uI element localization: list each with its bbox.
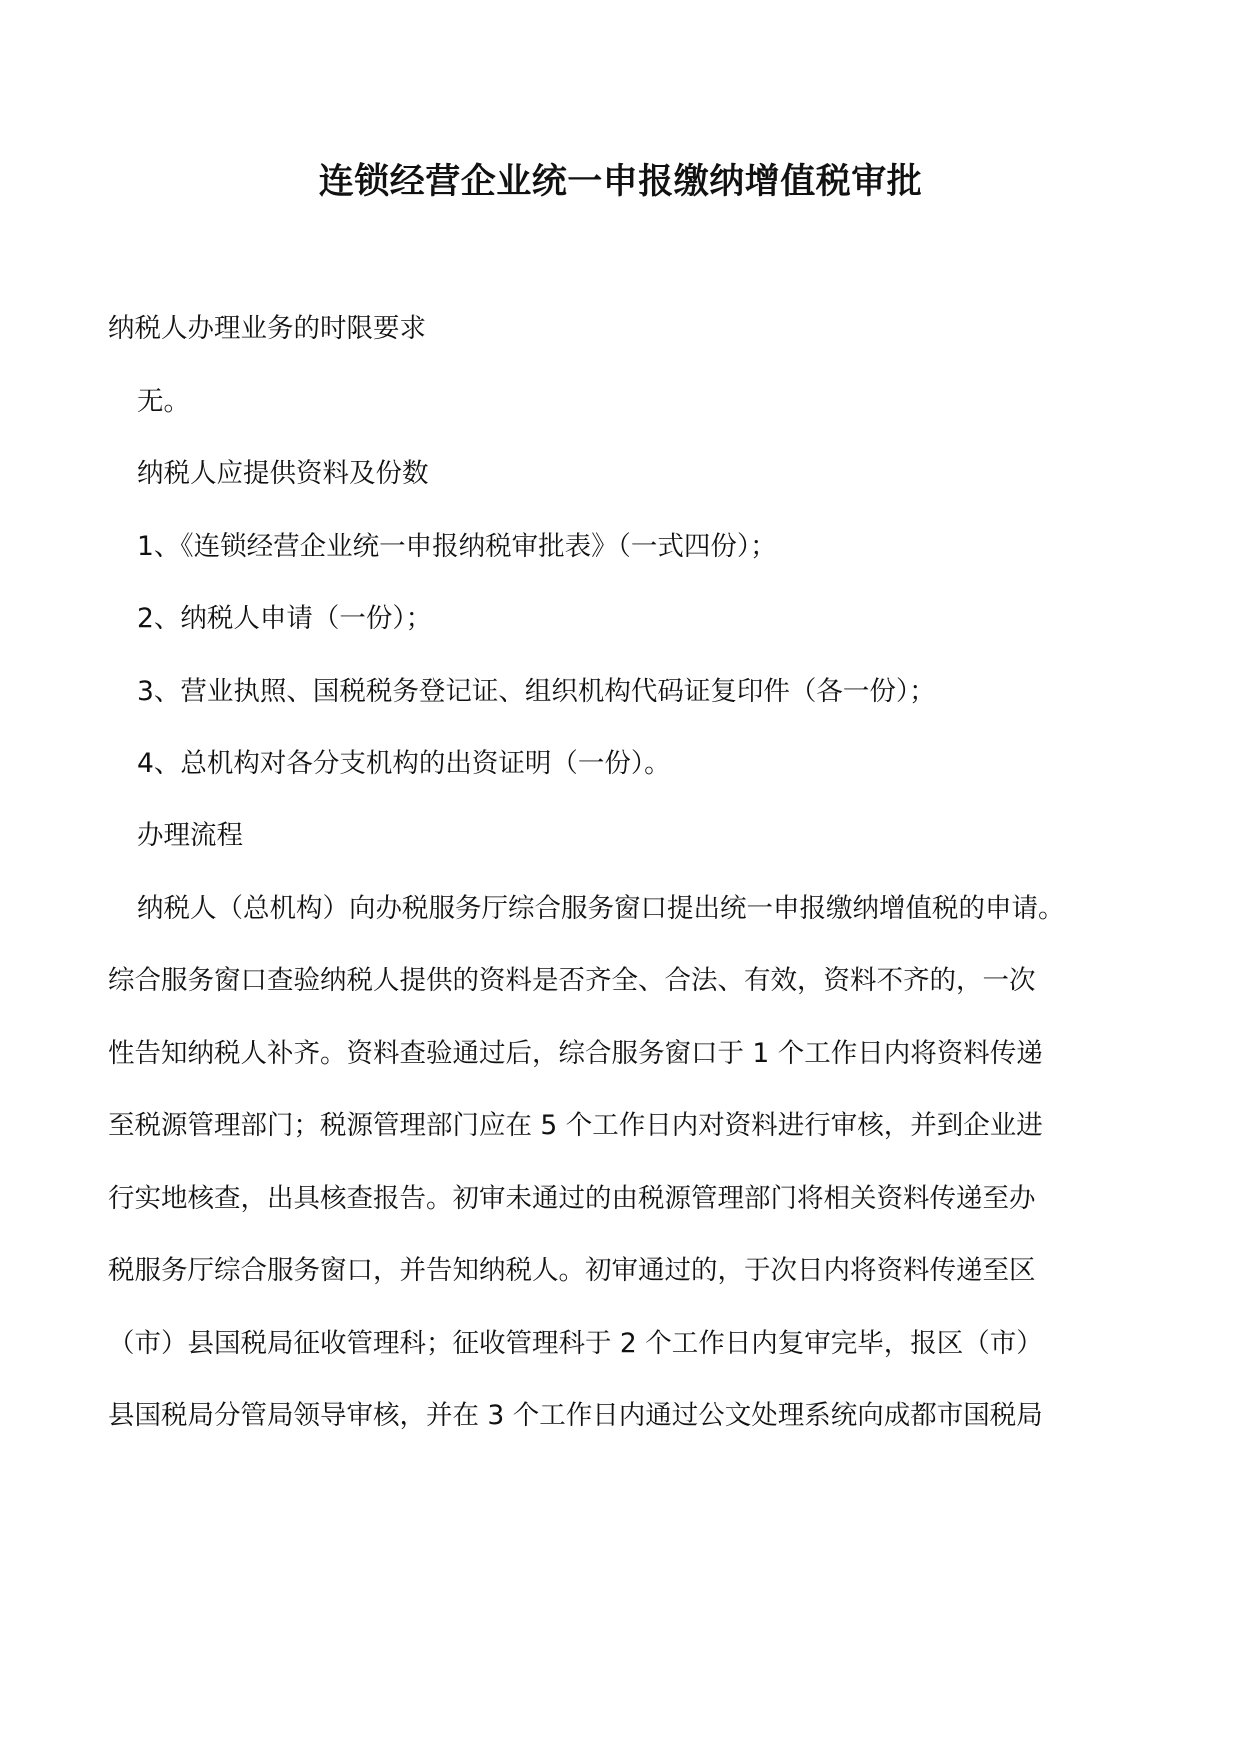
paragraph-none: 无。 [137, 386, 190, 417]
list-item-3: 3、营业执照、国税税务登记证、组织机构代码证复印件（各一份）； [137, 676, 936, 707]
paragraph-line-2: 综合服务窗口查验纳税人提供的资料是否齐全、合法、有效，资料不齐的，一次 [108, 965, 1036, 996]
paragraph-line-4: 至税源管理部门；税源管理部门应在 5 个工作日内对资料进行审核，并到企业进 [108, 1110, 1043, 1141]
paragraph-line-6: 税服务厅综合服务窗口，并告知纳税人。初审通过的，于次日内将资料传递至区 [108, 1255, 1036, 1286]
document-title: 连锁经营企业统一申报缴纳增值税审批 [318, 161, 923, 202]
section-heading-materials: 纳税人应提供资料及份数 [137, 458, 429, 489]
list-item-4: 4、总机构对各分支机构的出资证明（一份）。 [137, 748, 671, 779]
paragraph-line-8: 县国税局分管局领导审核，并在 3 个工作日内通过公文处理系统向成都市国税局 [108, 1400, 1043, 1431]
paragraph-line-7: （市）县国税局征收管理科；征收管理科于 2 个工作日内复审完毕，报区（市） [108, 1328, 1043, 1359]
list-item-2: 2、纳税人申请（一份）； [137, 603, 433, 634]
paragraph-line-3: 性告知纳税人补齐。资料查验通过后，综合服务窗口于 1 个工作日内将资料传递 [108, 1038, 1043, 1069]
paragraph-line-5: 行实地核查，出具核查报告。初审未通过的由税源管理部门将相关资料传递至办 [108, 1183, 1036, 1214]
paragraph-line-1: 纳税人（总机构）向办税服务厅综合服务窗口提出统一申报缴纳增值税的申请。 [137, 893, 1065, 924]
section-heading-process: 办理流程 [137, 820, 243, 851]
list-item-1: 1、《连锁经营企业统一申报纳税审批表》（一式四份）； [137, 531, 777, 562]
section-heading-time-limit: 纳税人办理业务的时限要求 [108, 313, 426, 344]
